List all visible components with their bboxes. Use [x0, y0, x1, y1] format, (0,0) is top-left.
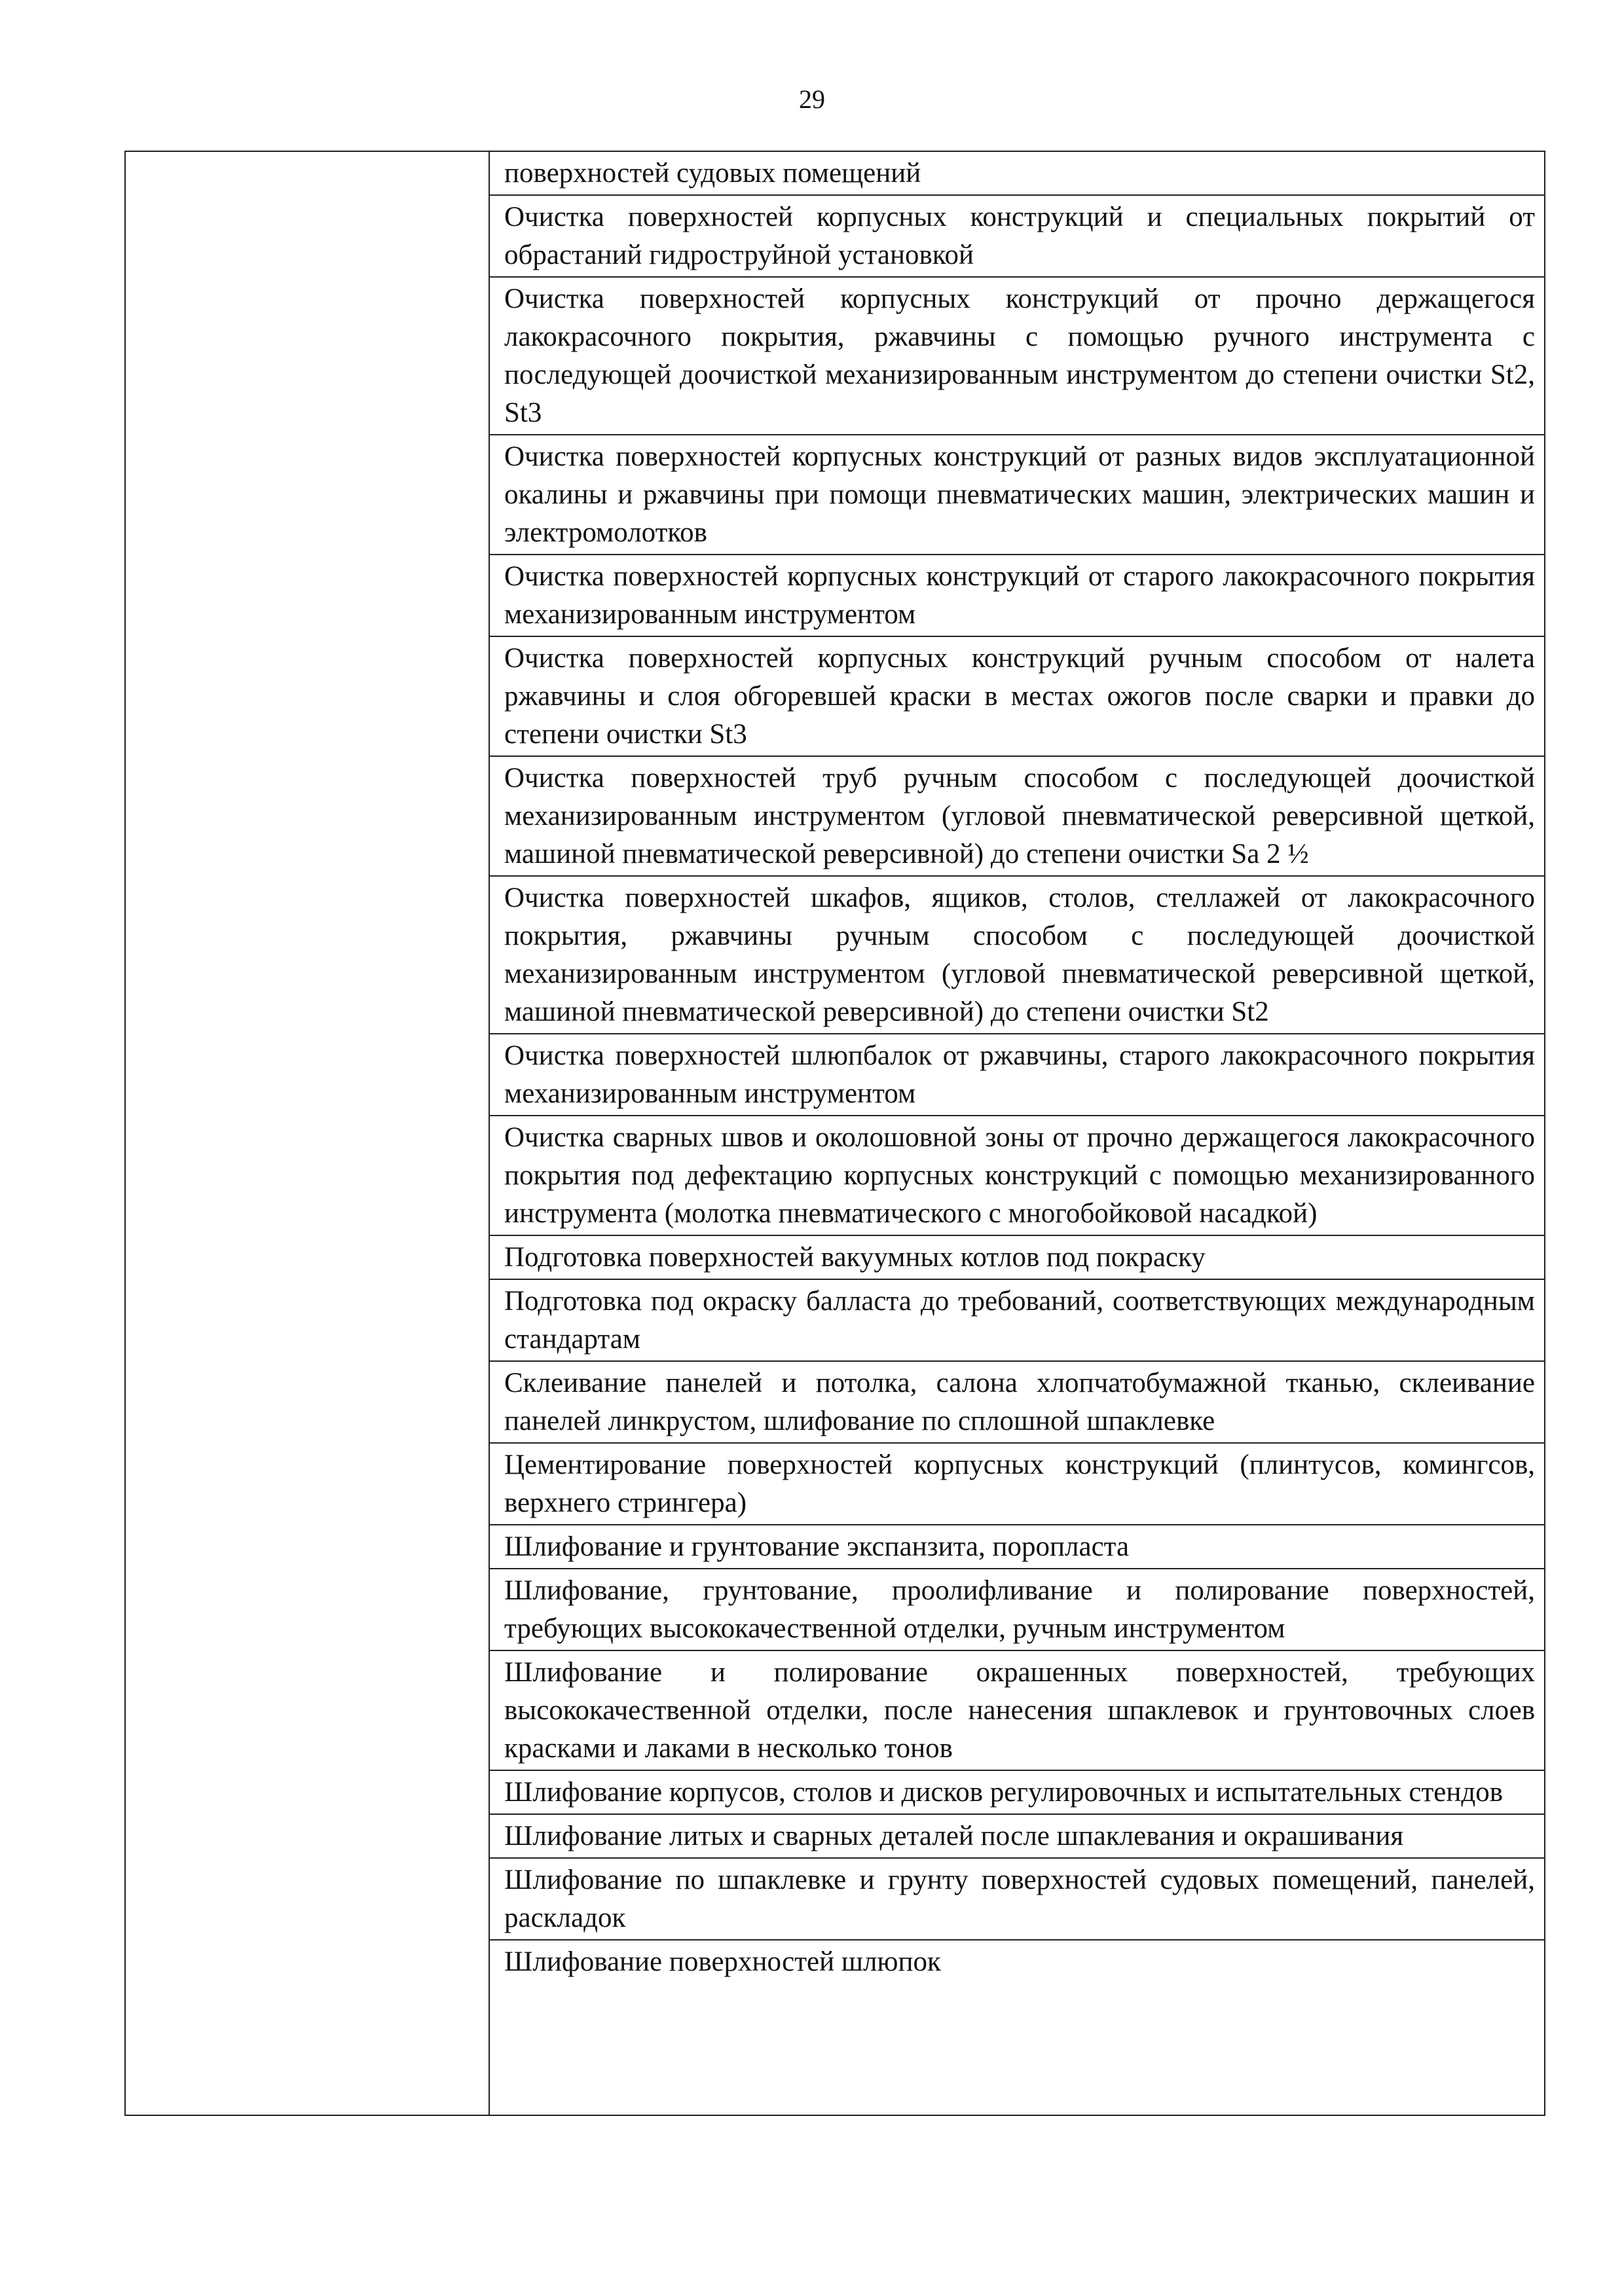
work-item-4: Очистка поверхностей корпусных конструкций от разных видов эксплуатационной окалины и ржавчины при помощи пневматических машин, электрических машин и электромолотков [490, 435, 1544, 555]
left-column-cell [125, 151, 489, 2115]
work-item-17: Шлифование и полирование окрашенных поверхностей, требующих высококачественной отделки, после нанесения шпаклевок и грунтовочных слоев красками и лаками в несколько тонов [490, 1651, 1544, 1771]
work-item-13: Склеивание панелей и потолка, салона хлопчатобумажной тканью, склеивание панелей линкрустом, шлифование по сплошной шпаклевке [490, 1362, 1544, 1444]
work-items-list [490, 152, 1544, 1983]
work-item-7: Очистка поверхностей труб ручным способом с последующей доочисткой механизированным инструментом (угловой пневматической реверсивной щеткой, машиной пневматической реверсивной) до степени очистки Sa 2 ½ [490, 757, 1544, 877]
right-column-cell [489, 151, 1545, 2115]
work-item-5: Очистка поверхностей корпусных конструкций от старого лакокрасочного покрытия механизированным инструментом [490, 555, 1544, 637]
work-item-9: Очистка поверхностей шлюпбалок от ржавчины, старого лакокрасочного покрытия механизированным инструментом [490, 1034, 1544, 1116]
work-item-18: Шлифование корпусов, столов и дисков регулировочных и испытательных стендов [490, 1771, 1544, 1815]
work-item-20: Шлифование по шпаклевке и грунту поверхностей судовых помещений, панелей, раскладок [490, 1859, 1544, 1941]
work-item-6: Очистка поверхностей корпусных конструкций ручным способом от налета ржавчины и слоя обгоревшей краски в местах ожогов после сварки и правки до степени очистки St3 [490, 637, 1544, 757]
work-item-1: поверхностей судовых помещений [490, 152, 1544, 196]
works-table [124, 151, 1545, 2116]
work-item-19: Шлифование литых и сварных деталей после шпаклевания и окрашивания [490, 1815, 1544, 1859]
work-item-14: Цементирование поверхностей корпусных конструкций (плинтусов, комингсов, верхнего стрингера) [490, 1444, 1544, 1525]
page-number: 29 [799, 84, 825, 114]
work-item-8: Очистка поверхностей шкафов, ящиков, столов, стеллажей от лакокрасочного покрытия, ржавчины ручным способом с последующей доочисткой механизированным инструментом (угловой пневматической реверсивной щеткой, машиной пневматической реверсивной) до степени очистки St2 [490, 877, 1544, 1034]
work-item-21: Шлифование поверхностей шлюпок [504, 1946, 941, 1977]
work-item-3: Очистка поверхностей корпусных конструкций от прочно держащегося лакокрасочного покрытия, ржавчины с помощью ручного инструмента с последующей доочисткой механизированным инструментом до степени очистки St2, St3 [490, 278, 1544, 435]
work-item-2: Очистка поверхностей корпусных конструкций и специальных покрытий от обрастаний гидроструйной установкой [490, 196, 1544, 278]
work-item-15: Шлифование и грунтование экспанзита, поропласта [490, 1525, 1544, 1569]
work-item-12: Подготовка под окраску балласта до требований, соответствующих международным стандартам [490, 1280, 1544, 1362]
work-item-11: Подготовка поверхностей вакуумных котлов под покраску [490, 1236, 1544, 1280]
work-item-16: Шлифование, грунтование, проолифливание и полирование поверхностей, требующих высококачественной отделки, ручным инструментом [490, 1569, 1544, 1651]
work-item-10: Очистка сварных швов и околошовной зоны от прочно держащегося лакокрасочного покрытия под дефектацию корпусных конструкций с помощью механизированного инструмента (молотка пневматического с многобойковой насадкой) [490, 1116, 1544, 1236]
table-row [125, 151, 1545, 2115]
